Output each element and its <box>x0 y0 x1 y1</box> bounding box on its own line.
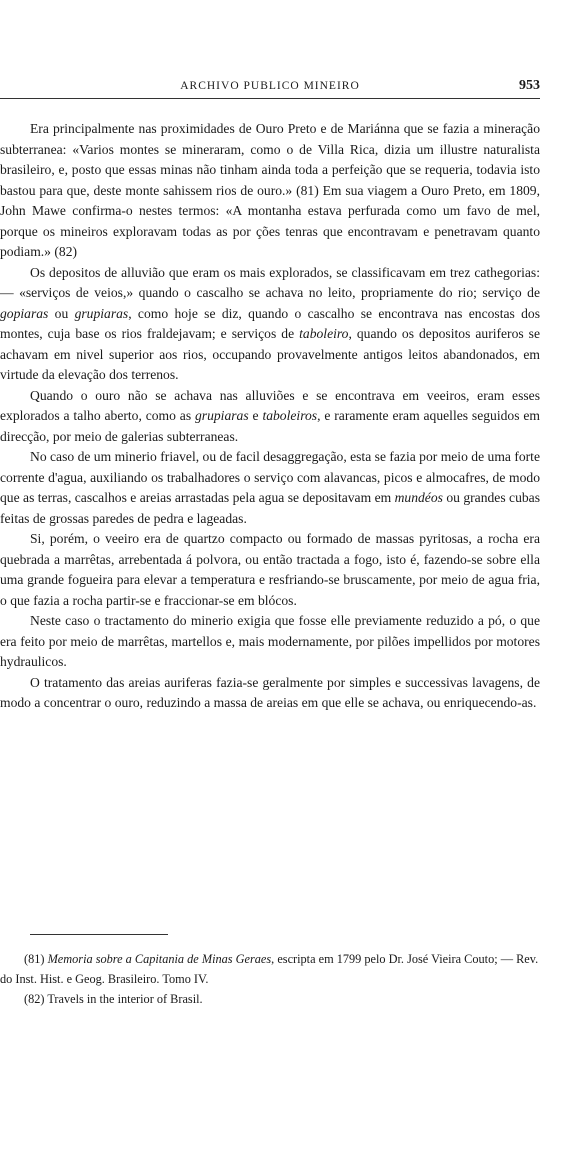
text-run: (81) <box>24 952 48 966</box>
italic-text: mundéos <box>394 490 443 505</box>
text-run: Si, porém, o veeiro era de quartzo compacto ou formado de massas pyritosas, a rocha era quebrada a marrêtas, arrebentada á polvora, ou então tractada a fogo, isto é, fazendo-se sobre ella uma grande fogueira para elevar a temperatura e resfriando-se bruscamente, por meio de agua fria, o que fazia a rocha partir-se e fraccionar-se em blócos. <box>0 531 540 608</box>
body-text <box>0 119 540 714</box>
header-title: ARCHIVO PUBLICO MINEIRO <box>180 80 360 92</box>
italic-text: grupiaras <box>195 408 249 423</box>
text-run: ou <box>48 305 75 321</box>
text-run: (82) Travels in the interior of Brasil. <box>24 992 203 1006</box>
text-run: No caso de um minerio friavel, ou de facil desaggregação, esta se fazia por meio de uma forte corrente d'agua, auxiliando os trabalhadores o serviço com alavancas, picos e almocafres, de modo que as terras, cascalhos e areias arrastadas pela agua se depositavam em <box>0 449 540 505</box>
text-run: , quando os depositos auriferos se achavam em nivel superior aos rios, occupando provavelmente antigos leitos abandonados, em virtude da elevação dos terrenos. <box>0 326 541 382</box>
text-run: , e raramente eram aquelles seguidos em direcção, por meio de galerias subterraneas. <box>0 408 540 444</box>
footnote <box>0 949 540 989</box>
header-rule <box>0 98 540 99</box>
text-run: , escripta em 1799 pelo Dr. José Vieira Couto; — Rev. do Inst. Hist. e Geog. Brasileiro. Tomo IV. <box>0 952 539 986</box>
footnote <box>0 989 540 1009</box>
text-run: Os depositos de alluvião que eram os mais explorados, se classificavam em trez cathegorias: — «serviços de veios,» quando o cascalho se achava no leito, propriamente do rio; serviço de <box>0 264 540 300</box>
paragraph <box>0 673 540 714</box>
text-run: Neste caso o tractamento do minerio exigia que fosse elle previamente reduzido a pó, o que era feito por meio de marrêtas, martellos e, mais modernamente, por pilões impellidos por motores hydraulicos. <box>0 613 540 669</box>
italic-text: Memoria sobre a Capitania de Minas Geraes <box>47 952 272 966</box>
paragraph <box>0 263 540 386</box>
italic-text: taboleiro <box>299 326 349 341</box>
footnote-divider <box>30 934 168 935</box>
text-run: Era principalmente nas proximidades de Ouro Preto e de Mariánna que se fazia a mineração subterranea: «Varios montes se mineraram, como o de Villa Rica, dizia um illustre naturalista brasileiro, e, posto que essas minas não tinham ainda toda a perfeição que se requeria, todavia isto bastou para que, deste monte sahissem rios de ouro.» (81) Em sua viagem a Ouro Preto, em 1809, John Mawe confirma-o nestes termos: «A montanha estava perfurada como um favo de mel, porque os mineiros exploravam todas as por ções tenras que encontravam e penetravam quanto podiam.» (82) <box>0 121 540 259</box>
footnotes <box>0 949 540 1009</box>
paragraph <box>0 447 540 529</box>
paragraph <box>0 611 540 673</box>
text-run: e <box>248 408 263 423</box>
page-number: 953 <box>519 78 540 93</box>
text-run: ou grandes cubas feitas de grossas paredes de pedra e lageadas. <box>0 490 540 526</box>
text-run: O tratamento das areias auriferas fazia-se geralmente por simples e successivas lavagens, de modo a concentrar o ouro, reduzindo a massa de areias em que elle se achava, ou enriquecendo-as. <box>0 674 540 710</box>
text-run: Quando o ouro não se achava nas alluviões e se encontrava em veeiros, eram esses explorados a talho aberto, como as <box>0 387 540 423</box>
paragraph <box>0 119 540 263</box>
text-run: , como hoje se diz, quando o cascalho se encontrava nas encostas dos montes, cuja base os rios fraldejavam; e serviços de <box>0 305 540 341</box>
paragraph <box>0 529 540 611</box>
paragraph <box>0 386 540 448</box>
running-header <box>0 78 540 98</box>
italic-text: taboleiros <box>262 408 318 423</box>
italic-text: gopiaras <box>0 305 49 321</box>
italic-text: grupiaras <box>74 305 129 321</box>
